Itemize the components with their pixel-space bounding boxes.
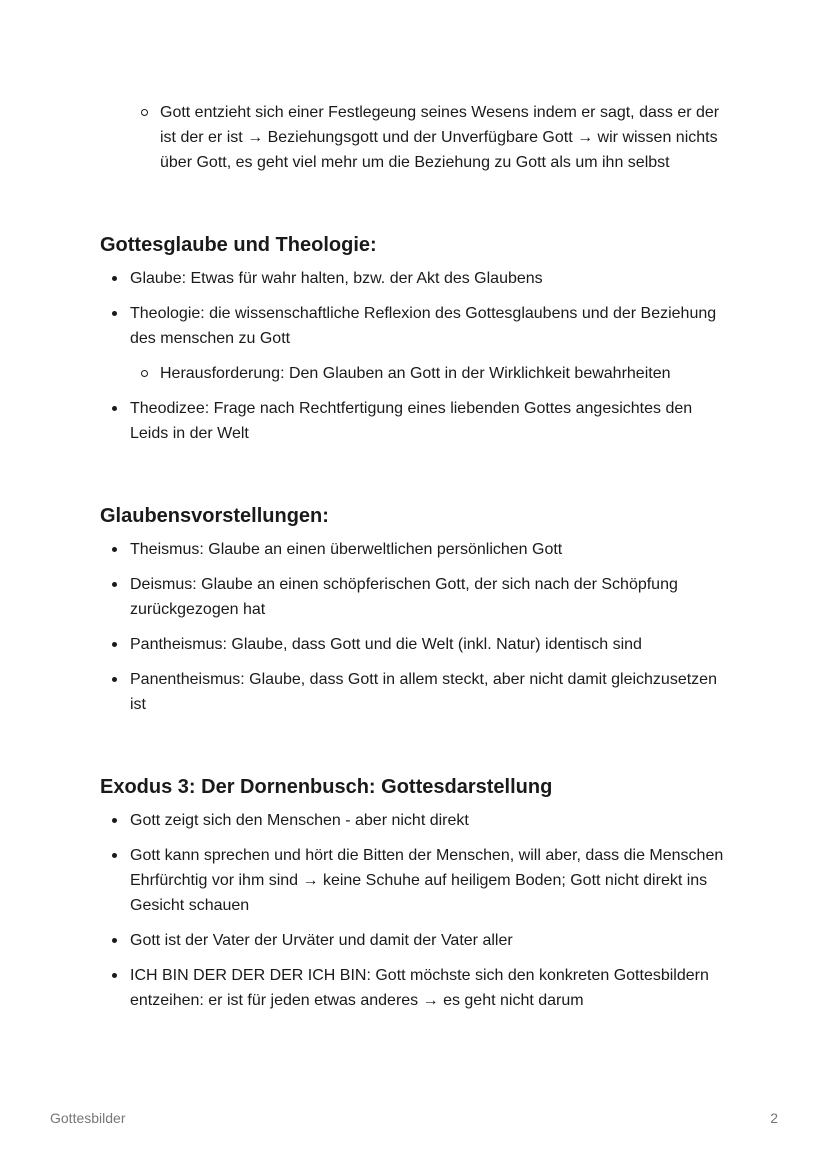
page-number: 2	[770, 1110, 778, 1126]
section-heading-exodus: Exodus 3: Der Dornenbusch: Gottesdarstellung	[100, 776, 553, 798]
section-list-gottesglaube	[100, 266, 730, 446]
list-item: Gott kann sprechen und hört die Bitten der Menschen, will aber, dass die Menschen Ehrfürchtig vor ihm sind → keine Schuhe auf heiligem Boden; Gott nicht direkt ins Gesicht schauen	[100, 843, 730, 918]
list-item: Gott zeigt sich den Menschen - aber nicht direkt	[100, 808, 730, 833]
section-list-glaubensvorstellungen	[100, 537, 730, 717]
list-item: Panentheismus: Glaube, dass Gott in allem steckt, aber nicht damit gleichzusetzen ist	[100, 667, 730, 717]
list-item: ICH BIN DER DER DER ICH BIN: Gott möchste sich den konkreten Gottesbildern entzeihen: er ist für jeden etwas anderes → es geht nicht darum	[100, 963, 730, 1013]
list-item: Theismus: Glaube an einen überweltlichen persönlichen Gott	[100, 537, 730, 562]
list-item: Deismus: Glaube an einen schöpferischen Gott, der sich nach der Schöpfung zurückgezogen hat	[100, 572, 730, 622]
list-item: Gott ist der Vater der Urväter und damit der Vater aller	[100, 928, 730, 953]
list-item: Glaube: Etwas für wahr halten, bzw. der Akt des Glaubens	[100, 266, 730, 291]
list-item: Theologie: die wissenschaftliche Reflexion des Gottesglaubens und der Beziehung des menschen zu Gott	[100, 301, 730, 351]
section-heading-glaubensvorstellungen: Glaubensvorstellungen:	[100, 505, 329, 527]
list-item: Pantheismus: Glaube, dass Gott und die Welt (inkl. Natur) identisch sind	[100, 632, 730, 657]
intro-list	[100, 100, 730, 175]
spacer	[100, 456, 730, 503]
section-list-exodus	[100, 808, 730, 1013]
list-item: Herausforderung: Den Glauben an Gott in der Wirklichkeit bewahrheiten	[100, 361, 730, 386]
list-item: Gott entzieht sich einer Festlegeung seines Wesens indem er sagt, dass er der ist der er ist → Beziehungsgott und der Unverfügbare Gott → wir wissen nichts über Gott, es geht viel mehr um die Beziehung zu Gott als um ihn selbst	[100, 100, 730, 175]
list-item: Theodizee: Frage nach Rechtfertigung eines liebenden Gottes angesichtes den Leids in der Welt	[100, 396, 730, 446]
footer-title: Gottesbilder	[50, 1110, 126, 1126]
spacer	[100, 727, 730, 774]
spacer	[100, 185, 730, 232]
section-heading-gottesglaube: Gottesglaube und Theologie:	[100, 234, 377, 256]
page-content	[100, 100, 730, 1023]
